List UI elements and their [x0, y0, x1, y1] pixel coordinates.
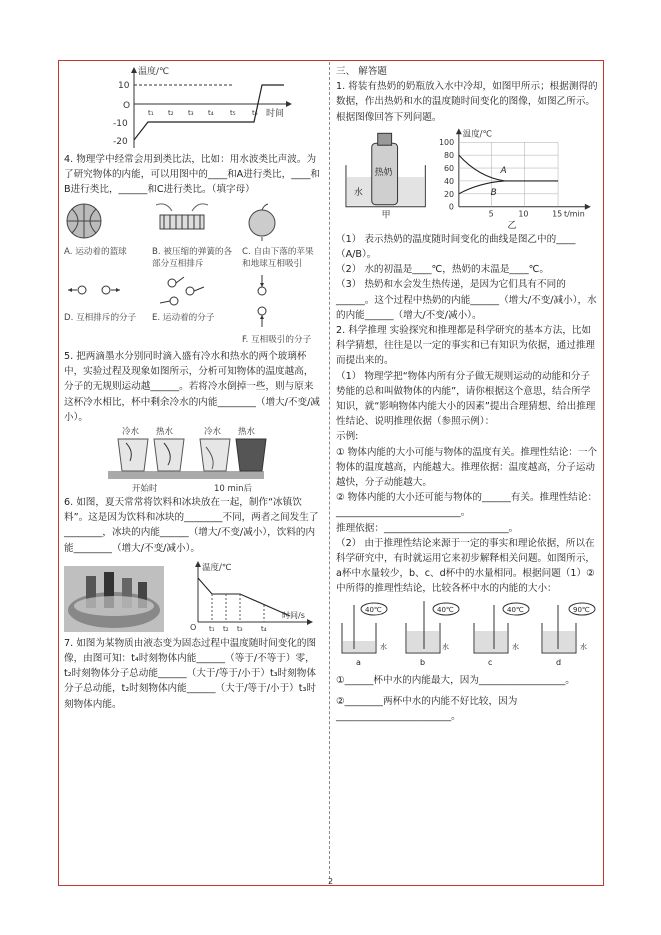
milk-water-graph: [439, 127, 598, 219]
cup-a: [342, 603, 387, 667]
attract-molecules-figure: [242, 273, 322, 346]
example-1: ① 物体内能的大小可能与物体的温度有关。推理性结论：一个物体的温度越高，内能越大。推理依据：温度越高，分子运动越快，分子动能越大。: [336, 446, 598, 489]
cup-temp: 90℃: [573, 605, 590, 614]
x-tick: t₄: [208, 109, 214, 117]
q6-q7-figures: [64, 560, 322, 632]
caption-e: E. 运动着的分子: [152, 313, 215, 324]
cup-temp: 40℃: [365, 605, 382, 614]
q1-figures: [342, 127, 598, 219]
x-tick: t₆: [252, 109, 258, 117]
q1-part3: （3） 热奶和水会发生热传递，是因为它们具有不同的______。这个过程中热奶的内能______（增大/不变/减小），水的内能______（增大/不变/减小）。: [336, 279, 597, 321]
attract-molecules-icon: [242, 273, 282, 329]
graph-xlabel: t/min: [564, 209, 585, 219]
figure-jia: 甲: [381, 210, 391, 219]
graph-xlabel: 时间: [266, 109, 285, 119]
cup-letter: d: [556, 657, 562, 667]
analogy-images-bottom: [64, 273, 322, 346]
cup-water: 水: [512, 642, 519, 651]
caption-c: C. 自由下落的苹果和地球互相吸引: [242, 246, 314, 269]
basketball-figure: [64, 201, 144, 270]
y-tick: 100: [439, 138, 455, 148]
basketball-icon: [64, 201, 104, 241]
curve-b-label: B: [490, 187, 497, 198]
moving-molecules-icon: [152, 273, 212, 307]
question-7: 7. 如图为某物质由液态变为固态过程中温度随时间变化的图像，由图可知：t₄时刻物体内能______（等于/不等于）零，t₂时刻物体分子总动能______（大于/等于/小于）t₃时刻物体分子总动能，t₂时刻物体内能______（大于/等于/小于）t₃时刻物体内能。: [64, 637, 317, 710]
q1-part2: （2） 水的初温是____℃，热奶的末温是____℃。: [336, 264, 549, 276]
y-tick: -20: [113, 137, 128, 147]
cup-letter: c: [488, 657, 493, 667]
caption-b: B. 被压缩的弹簧的各部分互相排斥: [152, 246, 233, 269]
cup-water: 水: [380, 642, 387, 651]
y-tick: 20: [444, 189, 455, 199]
x-tick: t₄: [261, 624, 267, 632]
x-tick: t₅: [230, 109, 236, 117]
example-2b: 推理依据：__________________________。: [336, 522, 519, 534]
graph-origin: O: [123, 101, 131, 111]
q2-intro: 2. 科学推理 实验探究和推理都是科学研究的基本方法，比如科学猜想，往往是以一定的事实和已有知识为依据，通过推理而提出来的。: [336, 325, 596, 367]
q7-temperature-graph: [178, 560, 318, 632]
example-label: 示例:: [336, 431, 359, 443]
figure-yi: 乙: [507, 220, 517, 231]
milk-bottle-figure: [342, 127, 433, 219]
page-number: 2: [327, 877, 334, 886]
left-column: [64, 64, 322, 712]
analogy-images-top: [64, 201, 322, 270]
moving-molecules-figure: [152, 273, 234, 346]
column-divider: [329, 62, 330, 884]
example-2a: ② 物体内能的大小还可能与物体的______有关。推理性结论：__________________________。: [336, 492, 598, 519]
caption-d: D. 互相排斥的分子: [64, 313, 137, 324]
q1-intro: 1. 将装有热奶的奶瓶放入水中冷却，如图甲所示；根据测得的数据，作出热奶和水的温度随时间变化的图像，如图乙所示。根据图像回答下列问题。: [336, 81, 598, 123]
repel-molecules-icon: [64, 273, 124, 307]
curve-a-label: A: [500, 165, 507, 176]
section-heading: 三、 解答题: [336, 66, 388, 77]
cup-label: 冷水: [122, 427, 140, 438]
bottle-label: 热奶: [374, 167, 393, 178]
x-tick: t₂: [223, 624, 229, 632]
graph-ylabel: 温度/℃: [202, 562, 232, 573]
caption-a: A. 运动着的篮球: [64, 246, 127, 257]
spring-icon: [152, 201, 212, 241]
right-column: [336, 64, 598, 724]
cup-water: 水: [580, 642, 587, 651]
cup-label: 热水: [156, 427, 174, 438]
y-tick: 80: [444, 150, 455, 160]
cup-d: [542, 603, 595, 667]
water-label: 水: [353, 187, 363, 198]
y-tick: 0: [449, 202, 455, 212]
cup-temp: 40℃: [437, 605, 454, 614]
cup-label: 冷水: [204, 427, 222, 438]
answer-2: ②________两杯中水的内能不好比较，因为________________________。: [336, 695, 518, 723]
answer-1: ①______杯中水的内能最大，因为__________________。: [336, 674, 575, 686]
temperature-time-graph: [104, 64, 304, 152]
y-tick: 60: [444, 163, 455, 173]
y-tick: -10: [113, 119, 128, 129]
time-label: 开始时: [132, 484, 158, 495]
caption-f: F. 互相吸引的分子: [242, 335, 312, 346]
y-tick: 10: [118, 81, 130, 91]
question-4: 4. 物理学中经常会用到类比法，比如：用水波类比声波。为了研究物体的内能，可以用图中的____和A进行类比，____和B进行类比，______和C进行类比。（填字母）: [64, 154, 320, 196]
repel-molecules-figure: [64, 273, 144, 346]
x-tick: 10: [518, 209, 529, 219]
question-5: 5. 把两滴墨水分别同时滴入盛有冷水和热水的两个玻璃杯中，实验过程及现象如图所示，分析可知物体的温度越高，分子的无规则运动越______。若将冷水倒掉一些，则与原来这杯冷水相比，杯中剩余冷水的内能________（增大/不变/减小）。: [64, 351, 320, 423]
x-tick: t₃: [188, 109, 194, 117]
apple-figure: [242, 201, 322, 270]
cup-c: [474, 603, 529, 667]
graph-xlabel: 时间/s: [282, 610, 305, 620]
cup-label: 热水: [238, 427, 256, 438]
q1-part1: （1） 表示热奶的温度随时间变化的曲线是图乙中的____（A/B）。: [336, 233, 576, 261]
x-tick: t₂: [168, 109, 174, 117]
x-tick: t₃: [237, 624, 243, 632]
x-tick: t₁: [209, 624, 215, 632]
question-6: 6. 如图，夏天常常将饮料和冰块放在一起，制作“冰镇饮料”。这是因为饮料和冰块的________不同，两者之间发生了________，冰块的内能______（增大/不变/减小），饮料的内能________（增大/不变/减小）。: [64, 497, 319, 554]
water-cups-figure: [336, 599, 598, 669]
y-tick: 40: [444, 176, 455, 186]
x-tick: t₁: [148, 109, 154, 117]
cup-temp: 40℃: [507, 605, 524, 614]
graph-ylabel: 温度/℃: [463, 128, 493, 139]
spring-figure: [152, 201, 234, 270]
iced-drinks-photo: [64, 566, 164, 632]
x-tick: O: [190, 622, 197, 632]
curve-b-line: [459, 181, 505, 194]
cup-b: [406, 601, 459, 667]
q2-part1: （1） 物理学把“物体内所有分子做无规则运动的动能和分子势能的总和叫做物体的内能”，请你根据这个意思，结合所学知识，就“影响物体内能大小的因素”提出合理猜想、给出推理性结论、说明推理依据（参照示例）：: [336, 370, 596, 428]
q2-part2: （2） 由于推理性结论来源于一定的事实和理论依据，所以在科学研究中，有时就运用它来初步解释相关问题。如图所示，a杯中水量较少，b、c、d杯中的水量相同。根据问题（1）②中所得的推理性结论，比较各杯中水的内能的大小：: [336, 537, 596, 595]
apple-icon: [242, 201, 282, 241]
cup-letter: a: [356, 657, 361, 667]
cup-water: 水: [442, 642, 449, 651]
ink-diffusion-figure: [64, 425, 322, 495]
graph-ylabel: 温度/℃: [138, 67, 170, 77]
x-tick: 15: [552, 209, 563, 219]
cup-letter: b: [420, 657, 426, 667]
x-tick: 5: [488, 209, 494, 219]
time-label: 10 min后: [214, 484, 253, 495]
